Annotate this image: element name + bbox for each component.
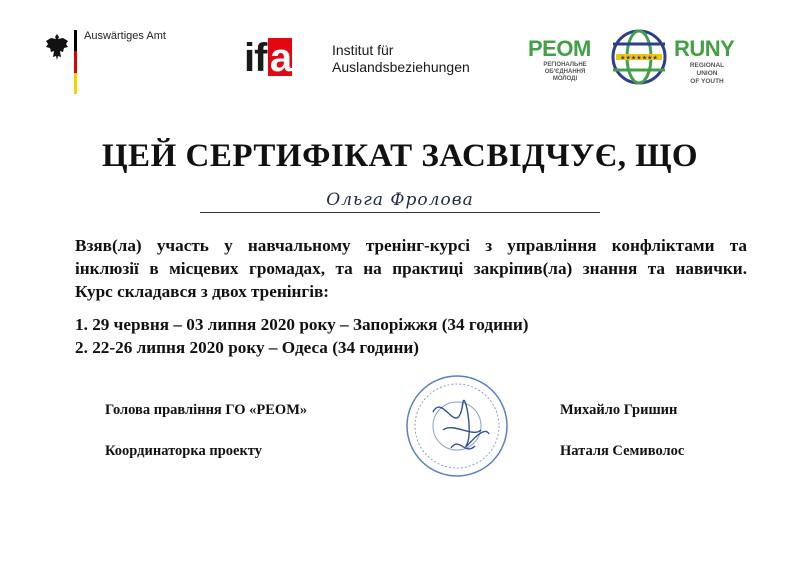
auswaertiges-amt-name: Auswärtiges Amt (84, 30, 166, 42)
training-item: 1. 29 червня – 03 липня 2020 року – Запоріжжя (34 години) (75, 315, 529, 334)
reom-sub-line1: РЕГІОНАЛЬНЕ (543, 62, 587, 68)
recipient-line (200, 188, 600, 213)
auswaertiges-amt-logo (44, 30, 184, 96)
organization-stamp-with-signature (403, 372, 511, 480)
federal-eagle-icon (44, 32, 70, 62)
globe-icon (610, 28, 668, 86)
body-line-1: Взяв(ла) участь у навчальному тренінг-курсі з управління конфліктами та (75, 236, 747, 255)
recipient-name: Ольга Фролова (326, 190, 474, 210)
reom-subtitle (530, 62, 600, 83)
reom-sub-line2: ОБ'ЄДНАННЯ (544, 69, 586, 75)
body-line-2: інклюзії в місцевих громадах, та на практиці закріпив(ла) знання та навички. (75, 259, 747, 278)
runy-sub-line3: OF YOUTH (690, 78, 724, 85)
reom-runy-logo (528, 28, 798, 94)
training-item: 2. 22-26 липня 2020 року – Одеса (34 години) (75, 338, 420, 357)
certificate-body (75, 234, 747, 303)
runy-sub-line2: UNION (696, 70, 718, 77)
runy-sub-line1: REGIONAL (689, 62, 725, 69)
german-flag-stripe (74, 30, 77, 94)
runy-name: RUNY (674, 36, 735, 61)
logo-header (0, 0, 800, 100)
certificate-title: ЦЕЙ СЕРТИФІКАТ ЗАСВІДЧУЄ, ЩО (101, 138, 699, 174)
reom-sub-line3: МОЛОДІ (552, 76, 578, 82)
ifa-text (332, 42, 470, 76)
signatory-name-2: Наталя Семиволос (560, 443, 685, 459)
runy-subtitle (674, 62, 740, 86)
svg-text:★★★★★★★: ★★★★★★★ (620, 54, 658, 62)
signatory-role-2: Координаторка проекту (105, 443, 262, 459)
ifa-text-line1: Institut für (332, 42, 394, 58)
reom-name: РЕОМ (528, 36, 591, 61)
ifa-logo (244, 36, 504, 86)
signatory-name-1: Михайло Гришин (560, 402, 678, 418)
ifa-text-line2: Auslandsbeziehungen (332, 59, 470, 75)
training-list (75, 313, 747, 359)
body-line-3: Курс складався з двох тренінгів: (75, 282, 330, 301)
ifa-mark: ifa (244, 36, 292, 80)
signatory-role-1: Голова правління ГО «РЕОМ» (105, 402, 308, 418)
